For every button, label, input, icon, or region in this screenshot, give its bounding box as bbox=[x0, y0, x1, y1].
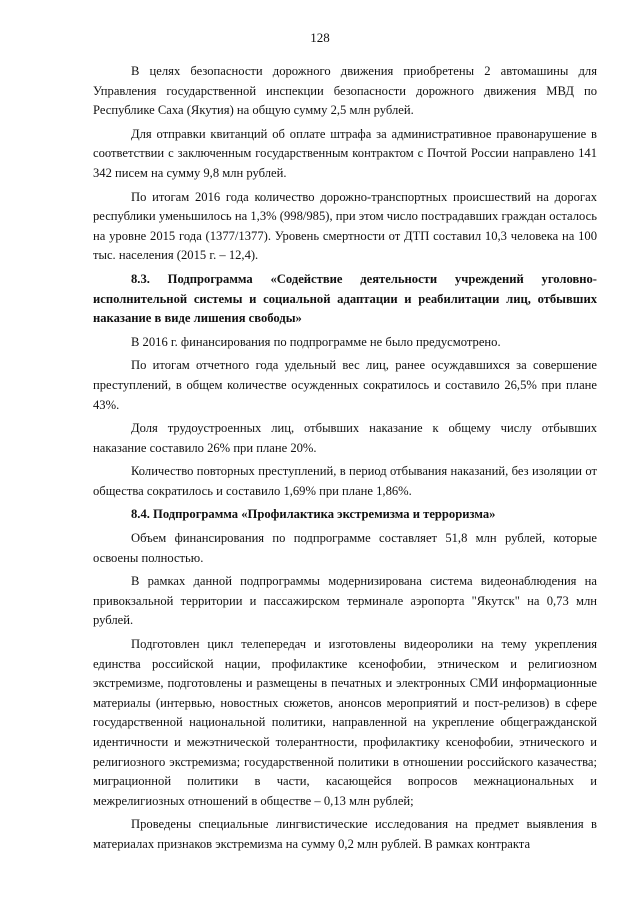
paragraph-employment-share: Доля трудоустроенных лиц, отбывших наказание к общему числу отбывших наказание составило 26% при плане 20%. bbox=[93, 421, 597, 455]
paragraph-accident-stats: По итогам 2016 года количество дорожно-транспортных происшествий на дорогах республики уменьшилось на 1,3% (998/985), при этом число пострадавших граждан осталось на уровне 2015 года (1377/1377). Уровень смертности от ДТП составил 10,3 человека на 100 тыс. населения (2015 г. – 12,4). bbox=[93, 189, 597, 263]
paragraph-linguistic-research: Проведены специальные лингвистические исследования на предмет выявления в материалах признаков экстремизма на сумму 0,2 млн рублей. В рамках контракта bbox=[93, 817, 597, 851]
paragraph-repeat-crimes: Количество повторных преступлений, в период отбывания наказаний, без изоляции от общества сократилось и составило 1,69% при плане 1,86%. bbox=[93, 464, 597, 498]
page-number: 128 bbox=[310, 30, 330, 45]
paragraph-traffic-vehicles: В целях безопасности дорожного движения приобретены 2 автомашины для Управления государственной инспекции безопасности дорожного движения МВД по Республике Саха (Якутия) на общую сумму 2,5 млн рублей. bbox=[93, 64, 597, 118]
paragraph-no-funding: В 2016 г. финансирования по подпрограмме не было предусмотрено. bbox=[131, 334, 501, 349]
paragraph-fine-receipts: Для отправки квитанций об оплате штрафа за административное правонарушение в соответствии с заключенным государственным контрактом с Почтой России направлено 141 342 писем на сумму 9,8 млн рублей. bbox=[93, 126, 597, 180]
page-content bbox=[93, 62, 597, 859]
section-heading-8-3: 8.3. Подпрограмма «Содействие деятельности учреждений уголовно-исполнительной системы и социальной адаптации и реабилитации лиц, отбывших наказание в виде лишения свободы» bbox=[93, 271, 597, 326]
section-heading-8-4: 8.4. Подпрограмма «Профилактика экстремизма и терроризма» bbox=[131, 507, 496, 522]
paragraph-video-surveillance: В рамках данной подпрограммы модернизирована система видеонаблюдения на привокзальной территории и пассажирском терминале аэропорта "Якутск" на 0,73 млн рублей. bbox=[93, 574, 597, 628]
paragraph-media-materials: Подготовлен цикл телепередач и изготовлены видеоролики на тему укрепления единства российской нации, профилактике ксенофобии, этническом и религиозном экстремизме, подготовлены и размещены в печатных и электронных СМИ информационные материалы (интервью, новостных сюжетов, анонсов мероприятий и пост-релизов) в сфере государственной национальной политики, направленной на укрепление общегражданской идентичности и межэтнической толерантности, профилактику ксенофобии, этнического и религиозного экстремизма; государственной политики в отношении российского казачества; миграционной политики в части, касающейся вопросов межнациональных и межрелигиозных отношений в обществе – 0,13 млн рублей; bbox=[93, 637, 597, 808]
paragraph-funding-volume: Объем финансирования по подпрограмме составляет 51,8 млн рублей, которые освоены полностью. bbox=[93, 531, 597, 565]
paragraph-repeat-offenders-share: По итогам отчетного года удельный вес лиц, ранее осуждавшихся за совершение преступлений, в общем количестве осужденных сократилось и составило 26,5% при плане 43%. bbox=[93, 358, 597, 412]
